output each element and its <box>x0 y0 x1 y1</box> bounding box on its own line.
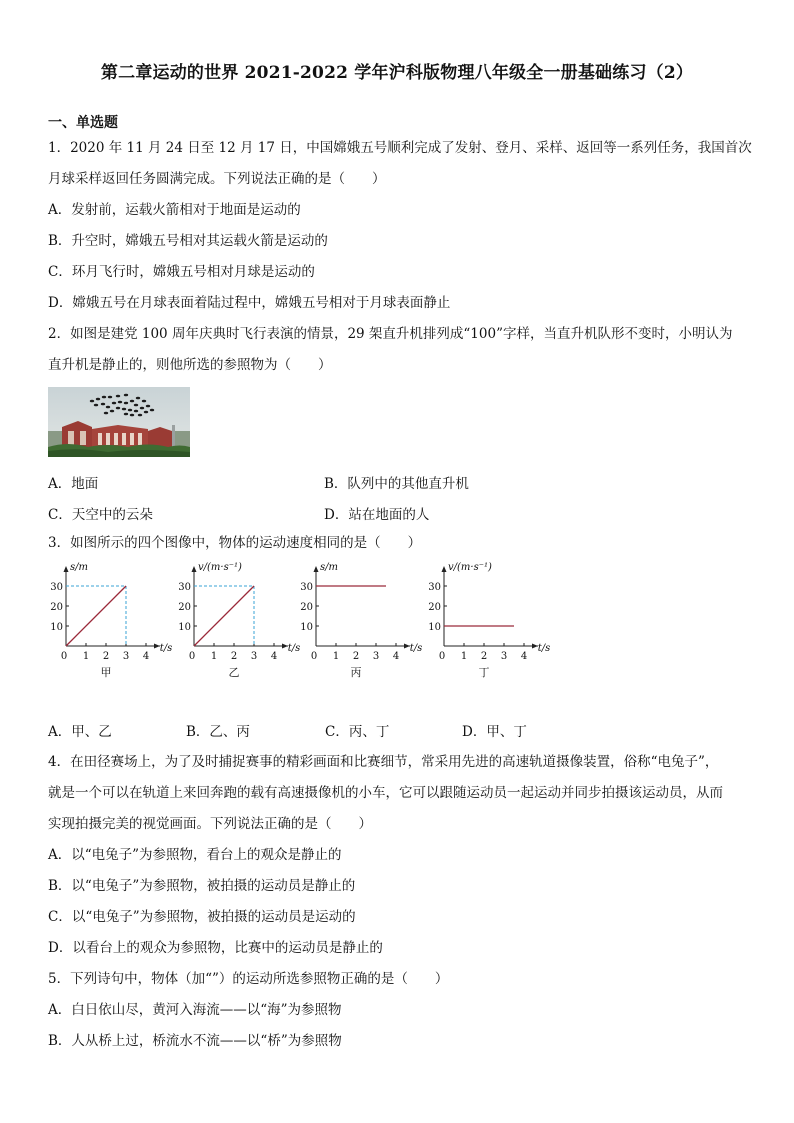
x-tick-label: 3 <box>122 651 130 662</box>
y-axis-arrow <box>64 566 69 572</box>
y-axis-arrow <box>192 566 197 572</box>
q2-option-c: C．天空中的云朵 <box>48 507 153 523</box>
x-axis-label: t/s <box>537 643 551 654</box>
photo-illustration <box>48 387 190 457</box>
q2-option-b: B．队列中的其他直升机 <box>324 476 469 492</box>
x-axis-label: t/s <box>409 643 423 654</box>
q3-stem: 3．如图所示的四个图像中，物体的运动速度相同的是（ ） <box>48 535 422 551</box>
x-tick-label: 4 <box>392 651 400 662</box>
q4-option-c: C．以“电兔子”为参照物，被拍摄的运动员是运动的 <box>48 909 356 925</box>
q3-option-b: B．乙、丙 <box>186 724 250 740</box>
y-tick-label: 10 <box>50 622 63 633</box>
q3-options-row <box>48 720 748 740</box>
x-tick-label: 3 <box>372 651 380 662</box>
y-tick-label: 30 <box>300 582 313 593</box>
x-tick-label: 0 <box>310 651 318 662</box>
q5-option-b: B．人从桥上过，桥流水不流——以“桥”为参照物 <box>48 1033 342 1049</box>
graphs-svg <box>40 556 580 686</box>
x-tick-label: 4 <box>270 651 278 662</box>
q1-option-d: D．嫦娥五号在月球表面着陆过程中，嫦娥五号相对于月球表面静止 <box>48 295 451 311</box>
y-axis-arrow <box>442 566 447 572</box>
graph-name-label: 丙 <box>350 666 362 679</box>
y-axis-arrow <box>314 566 319 572</box>
q3-option-d: D．甲、丁 <box>462 724 527 740</box>
y-tick-label: 10 <box>428 622 441 633</box>
q2-options-row1 <box>48 472 748 492</box>
graph-name-label: 甲 <box>100 666 112 679</box>
x-tick-label: 4 <box>520 651 528 662</box>
q4-option-d: D．以看台上的观众为参照物，比赛中的运动员是静止的 <box>48 940 383 956</box>
q2-option-d: D．站在地面的人 <box>324 507 430 523</box>
graph-name-label: 乙 <box>228 666 240 679</box>
x-tick-label: 2 <box>352 651 360 662</box>
q2-stem-line1: 2．如图是建党 100 周年庆典时飞行表演的情景，29 架直升机排列成“100”字样，当直升机队形不变时，小明认为 <box>48 326 733 342</box>
y-tick-label: 10 <box>300 622 313 633</box>
helicopter-formation-photo <box>48 387 190 457</box>
section-heading: 一、单选题 <box>48 115 118 131</box>
q4-stem-line1: 4．在田径赛场上，为了及时捕捉赛事的精彩画面和比赛细节，常采用先进的高速轨道摄像装置，俗称“电兔子”， <box>48 754 719 770</box>
q1-stem-line1: 1．2020 年 11 月 24 日至 12 月 17 日，中国嫦娥五号顺利完成了发射、登月、采样、返回等一系列任务，我国首次 <box>48 140 752 156</box>
y-axis-label: s/m <box>320 562 338 573</box>
q4-option-a: A．以“电兔子”为参照物，看台上的观众是静止的 <box>48 847 342 863</box>
q2-options-row2 <box>48 503 748 523</box>
x-tick-label: 1 <box>82 651 90 662</box>
x-tick-label: 0 <box>60 651 68 662</box>
q1-option-c: C．环月飞行时，嫦娥五号相对月球是运动的 <box>48 264 315 280</box>
y-tick-label: 10 <box>178 622 191 633</box>
data-line <box>194 586 254 646</box>
data-line <box>66 586 126 646</box>
q4-stem-line2: 就是一个可以在轨道上来回奔跑的载有高速摄像机的小车，它可以跟随运动员一起运动并同步拍摄该运动员，从而 <box>48 785 723 801</box>
page-title: 第二章运动的世界 2021-2022 学年沪科版物理八年级全一册基础练习（2） <box>100 63 694 83</box>
x-axis-label: t/s <box>159 643 173 654</box>
q1-option-a: A．发射前，运载火箭相对于地面是运动的 <box>48 202 301 218</box>
x-axis-label: t/s <box>287 643 301 654</box>
y-tick-label: 30 <box>50 582 63 593</box>
y-tick-label: 20 <box>300 602 313 613</box>
x-tick-label: 0 <box>188 651 196 662</box>
y-tick-label: 20 <box>178 602 191 613</box>
q4-option-b: B．以“电兔子”为参照物，被拍摄的运动员是静止的 <box>48 878 356 894</box>
x-tick-label: 2 <box>230 651 238 662</box>
y-axis-label: s/m <box>70 562 88 573</box>
y-axis-label: v/(m·s⁻¹) <box>198 562 242 573</box>
x-tick-label: 2 <box>102 651 110 662</box>
x-tick-label: 0 <box>438 651 446 662</box>
q4-stem-line3: 实现拍摄完美的视觉画面。下列说法正确的是（ ） <box>48 816 372 832</box>
x-tick-label: 4 <box>142 651 150 662</box>
y-tick-label: 20 <box>428 602 441 613</box>
q5-option-a: A．白日依山尽，黄河入海流——以“海”为参照物 <box>48 1002 342 1018</box>
q1-stem-line2: 月球采样返回任务圆满完成。下列说法正确的是（ ） <box>48 171 386 187</box>
graph-name-label: 丁 <box>478 666 490 679</box>
motion-graphs <box>40 556 580 686</box>
y-axis-label: v/(m·s⁻¹) <box>448 562 492 573</box>
q2-stem-line2: 直升机是静止的，则他所选的参照物为（ ） <box>48 357 332 373</box>
x-tick-label: 3 <box>250 651 258 662</box>
x-tick-label: 1 <box>460 651 468 662</box>
y-tick-label: 20 <box>50 602 63 613</box>
x-tick-label: 1 <box>332 651 340 662</box>
x-tick-label: 2 <box>480 651 488 662</box>
y-tick-label: 30 <box>428 582 441 593</box>
x-tick-label: 3 <box>500 651 508 662</box>
q3-option-a: A．甲、乙 <box>48 724 112 740</box>
y-tick-label: 30 <box>178 582 191 593</box>
q5-stem: 5．下列诗句中，物体（加“”）的运动所选参照物正确的是（ ） <box>48 971 449 987</box>
q3-option-c: C．丙、丁 <box>325 724 390 740</box>
q1-option-b: B．升空时，嫦娥五号相对其运载火箭是运动的 <box>48 233 328 249</box>
q2-option-a: A．地面 <box>48 476 99 492</box>
x-tick-label: 1 <box>210 651 218 662</box>
